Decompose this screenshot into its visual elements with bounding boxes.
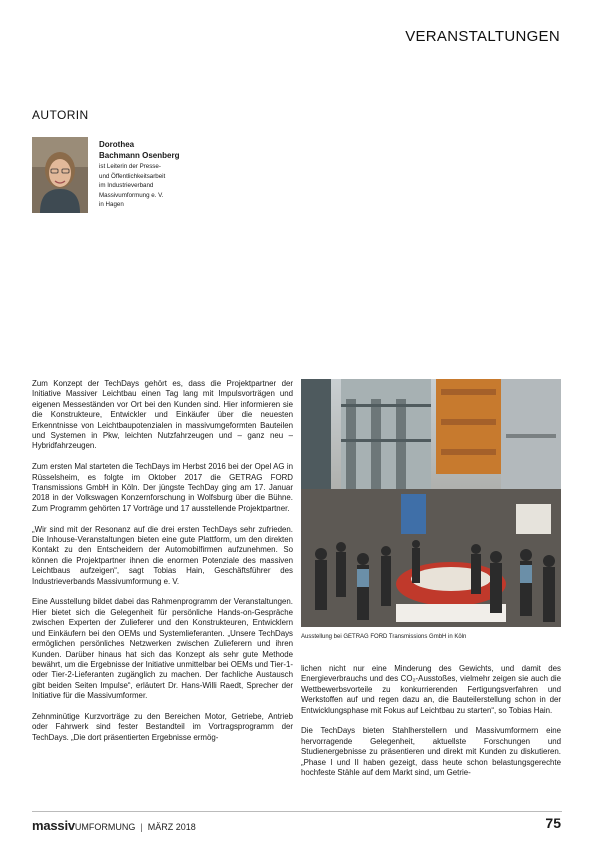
photo-caption: Ausstellung bei GETRAG FORD Transmissions GmbH in Köln bbox=[301, 634, 467, 640]
paragraph: lichen nicht nur eine Minderung des Gewichts, und damit des Energieverbrauchs und des CO₂-Ausstoßes, vielmehr zeigen sie auch die Wettbewerbsvorteile zu konkurrierenden Fertigungsverfahren und Werkstoffen auf und regen dazu an, die Bauteilerstellung schon in der Entwicklungsphase mit Fokus auf Leichtbau zu starten“, so Tobias Hain. bbox=[301, 664, 561, 715]
author-name-first: Dorothea bbox=[99, 140, 135, 149]
footer-separator: | bbox=[140, 822, 143, 832]
author-description bbox=[99, 162, 259, 210]
author-heading: AUTORIN bbox=[32, 108, 89, 122]
author-name-last: Bachmann Osenberg bbox=[99, 151, 180, 160]
brand-logo-bold: massiv bbox=[32, 818, 75, 833]
author-portrait bbox=[32, 137, 88, 213]
issue-date: MÄRZ 2018 bbox=[147, 822, 196, 832]
paragraph: Eine Ausstellung bildet dabei das Rahmenprogramm der Veranstaltungen. Hier bietet sich die Gelegenheit für persönliche Hands-on-Gespräche zwischen Experten der Zulieferer und den Konstrukteuren, Entwicklern und Einkäufern bei den OEMs und Systemlieferanten. „Unsere TechDays ermöglichen persönliches Netzwerken zwischen Zulieferern und ihren Kunden. Darüber hinaus hat sich das Konzept als sehr gute Methode bewährt, um die Ergebnisse der Initiative unmittelbar bei OEMs und Tier-1- oder Tier-2-Lieferanten zugänglich zu machen. Der fachliche Austausch gibt beiden Seiten Impulse“, erläutert Dr. Hans-Willi Raedt, Sprecher der Initiative für die Massivumformer. bbox=[32, 597, 293, 701]
brand-logo-rest: UMFORMUNG bbox=[74, 822, 136, 832]
footer-brand bbox=[32, 818, 196, 833]
author-desc-line: im Industrieverband bbox=[99, 182, 154, 189]
author-desc-line: und Öffentlichkeitsarbeit bbox=[99, 172, 166, 180]
article-left-column bbox=[32, 379, 293, 754]
author-desc-line: ist Leiterin der Presse- bbox=[99, 163, 161, 170]
author-desc-line: Massivumformung e. V. bbox=[99, 191, 164, 199]
exhibition-photo bbox=[301, 379, 561, 627]
article-right-column bbox=[301, 664, 561, 789]
paragraph: Zum Konzept der TechDays gehört es, dass die Projektpartner der Initiative Massiver Leichtbau einen Tag lang mit Impulsvorträgen und eigenen Messeständen vor Ort bei den Kunden sind. Hier informieren sie die Konstrukteure, Entwickler und Einkäufer über die neuesten Erkenntnisse von Leichtbaupotenzialen in massivumgeformten Bauteilen und Systemen in Pkw, leichten Nutzfahrzeugen und – ganz neu – Hybridfahrzeugen. bbox=[32, 379, 293, 451]
paragraph: Zum ersten Mal starteten die TechDays im Herbst 2016 bei der Opel AG in Rüsselsheim, es folgte im Oktober 2017 die GETRAG FORD Transmissions GmbH in Köln. Der jüngste TechDay ging am 17. Januar 2018 in der Volkswagen Konzernforschung in Wolfsburg über die Bühne. Zum Programm gehörten 17 Vorträge und 17 ausstellende Projektpartner. bbox=[32, 462, 293, 513]
paragraph: „Wir sind mit der Resonanz auf die drei ersten TechDays sehr zufrieden. Die Inhouse-Veranstaltungen bieten eine gute Plattform, um den direkten Kontakt zu den Entscheidern der Automobilfirmen aufzunehmen. So können die Projektpartner ihnen die enormen Potenziale des massiven Leichtbaus aufzeigen“, sagt Tobias Hain, Geschäftsführer des Industrieverbands Massivumformung e. V. bbox=[32, 524, 293, 586]
author-desc-line: in Hagen bbox=[99, 201, 124, 208]
section-title: VERANSTALTUNGEN bbox=[405, 28, 560, 45]
page-number: 75 bbox=[545, 815, 561, 831]
author-info bbox=[99, 139, 259, 210]
footer-divider bbox=[32, 811, 562, 812]
paragraph: Die TechDays bieten Stahlherstellern und Massivumformern eine hervorragende Gelegenheit, aktuellste Forschungen und Studienergebnisse zu präsentieren und direkt mit Kunden zu diskutieren. „Phase I und II haben gezeigt, dass heute schon belastungsgerechte hochfeste Stähle auf dem Markt sind, um Getrie- bbox=[301, 726, 561, 778]
paragraph: Zehnminütige Kurzvorträge zu den Bereichen Motor, Getriebe, Antrieb oder Fahrwerk sind fester Bestandteil im Vortragsprogramm der TechDays. „Die dort präsentierten Ergebnisse ermög- bbox=[32, 711, 293, 742]
